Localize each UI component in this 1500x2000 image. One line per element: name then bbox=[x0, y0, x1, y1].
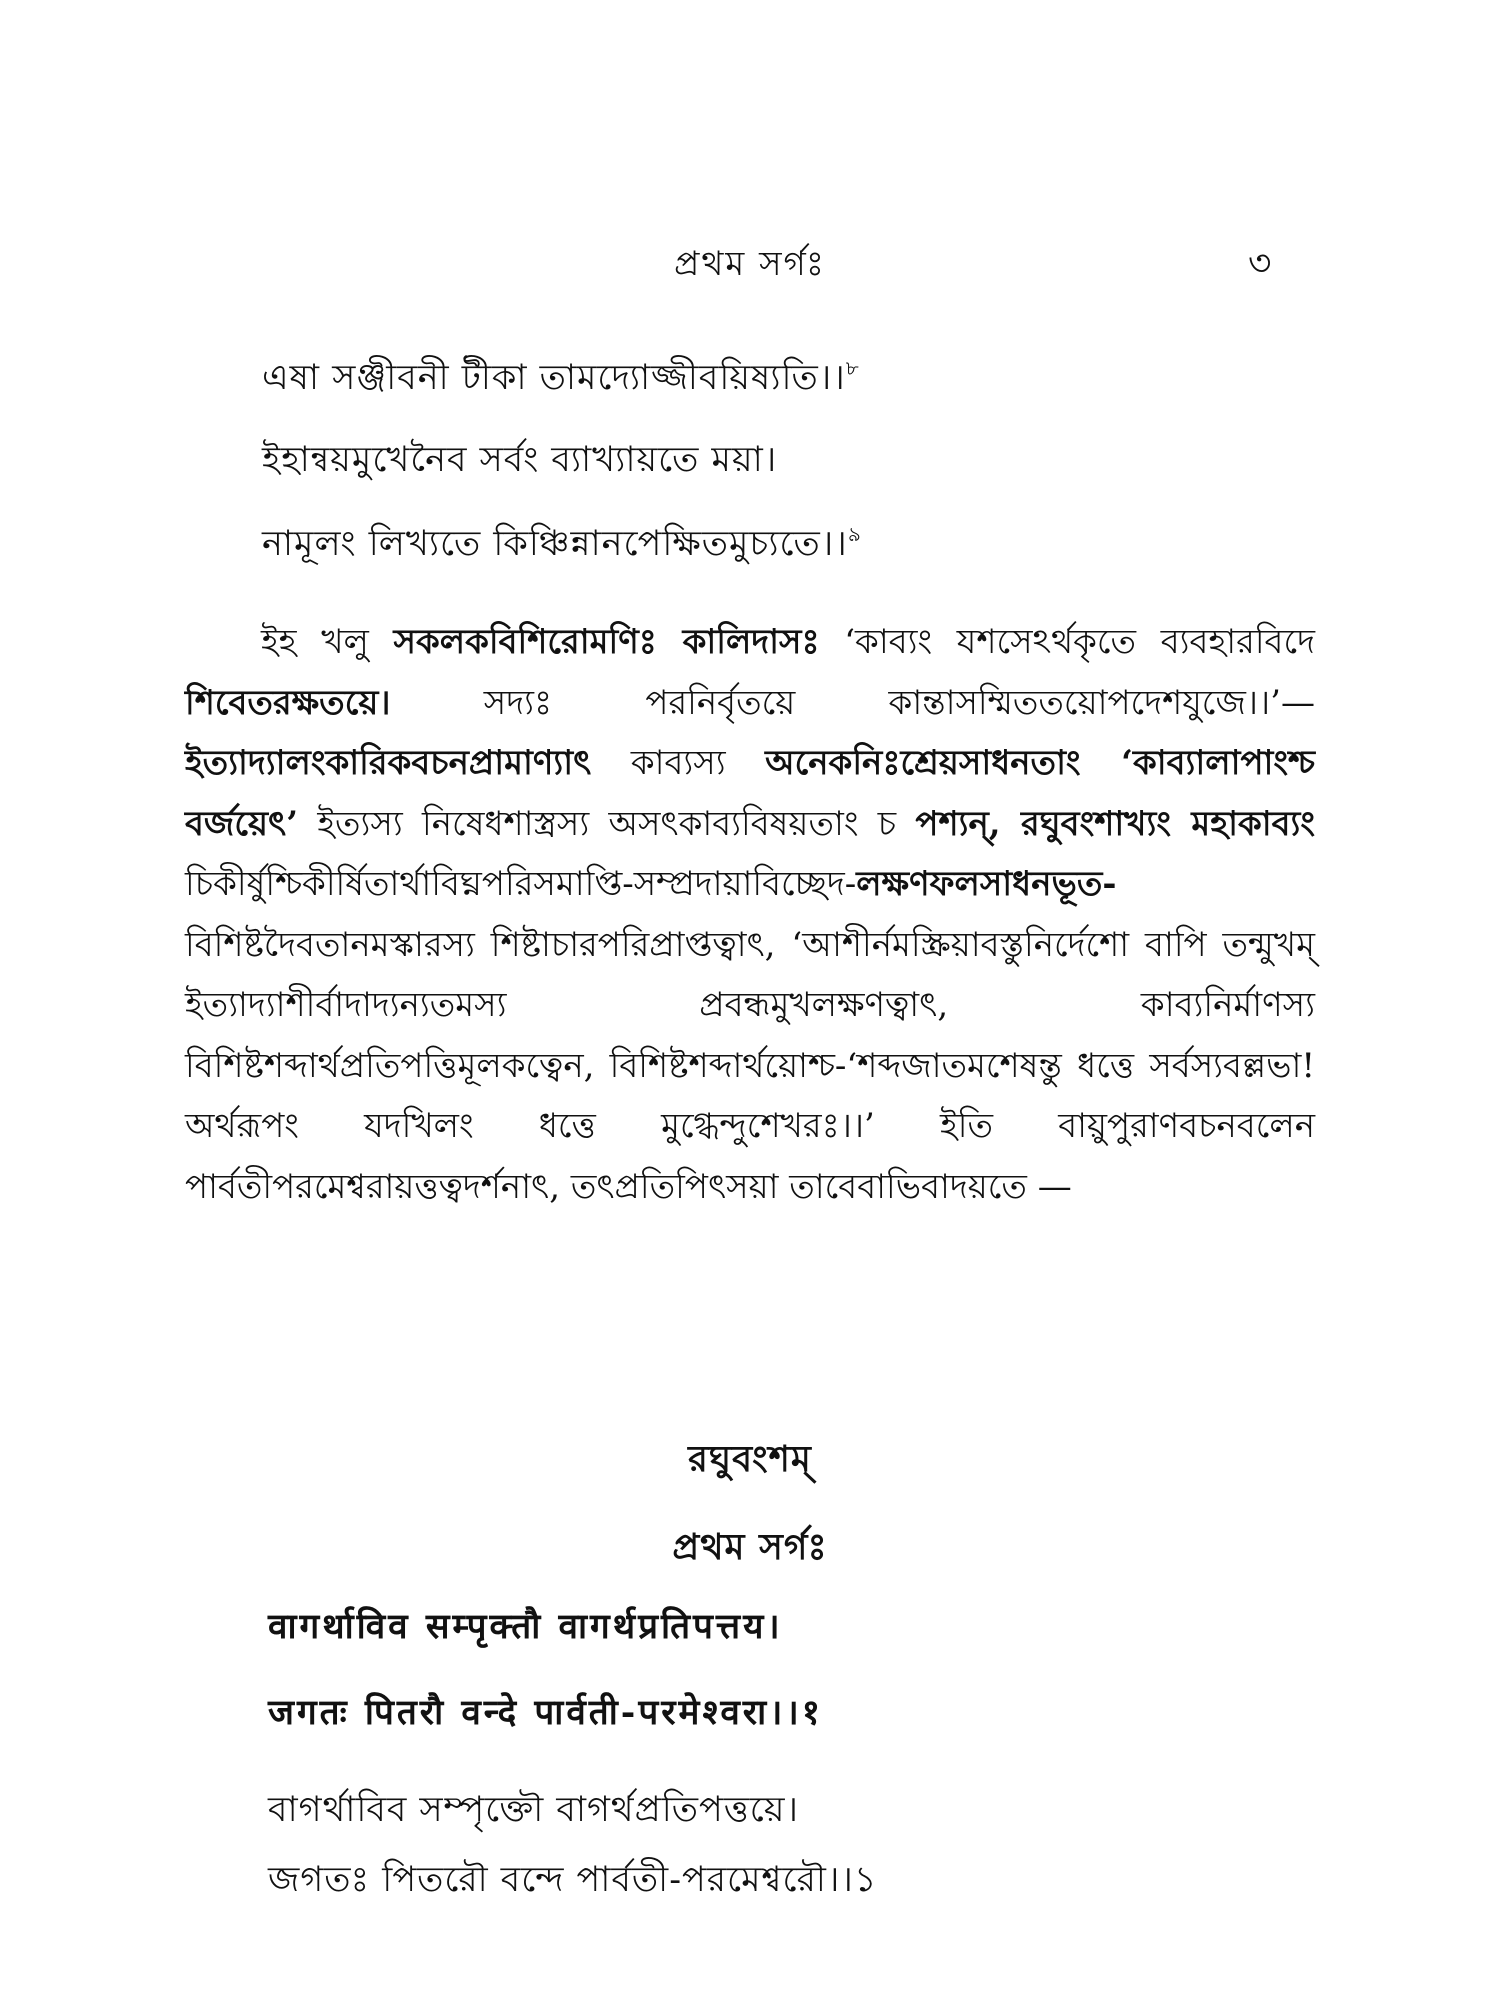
intro-verse-line bbox=[262, 350, 860, 409]
canto-title: প্রথম সর্গঃ bbox=[672, 1526, 828, 1568]
commentary-emphasis: ইত্যাদ্যালংকারিকবচনপ্রামাণ্যাৎ bbox=[185, 743, 592, 783]
sloka-devanagari-line-1: वागर्थाविव सम्पृक्तौ वागर्थप्रतिपत्तय। bbox=[268, 1606, 783, 1647]
intro-verse-text: নামূলং লিখ্যতে কিঞ্চিন্নানপেক্ষিতমুচ্যতে।। bbox=[262, 524, 848, 564]
commentary-emphasis: শিবেতরক্ষতয়ে। bbox=[185, 682, 391, 723]
commentary-text: ‘কাব্যং যশসেঽর্থকৃতে ব্যবহারবিদে bbox=[819, 622, 1316, 662]
work-title: রঘুবংশম্‌ bbox=[688, 1438, 812, 1480]
intro-verse-line bbox=[262, 516, 862, 575]
footnote-marker: ৮ bbox=[845, 356, 860, 380]
footnote-marker: ৯ bbox=[847, 522, 862, 546]
commentary-text: সদ্যঃ পরনির্বৃতয়ে কান্তাসম্মিততয়োপদেশযুজে।।’— bbox=[390, 682, 1315, 723]
commentary-paragraph bbox=[185, 612, 1315, 1217]
commentary-text: চিকীর্ষুশ্চিকীর্ষিতার্থাবিঘ্নপরিসমাপ্তি-সম্প্রদায়াবিচ্ছেদ- bbox=[185, 864, 857, 904]
commentary-text: ইত্যস্য নিষেধশাস্ত্রস্য অসৎকাব্যবিষয়তাং চ bbox=[298, 803, 916, 844]
intro-verse-text: এষা সঞ্জীবনী টীকা তামদ্যোজ্জীবয়িষ্যতি।। bbox=[262, 358, 846, 398]
commentary-text: বিশিষ্টদৈবতানমস্কারস্য শিষ্টাচারপরিপ্রাপ্তত্বাৎ, ‘আশীর্নমস্ক্রিয়াবস্তুনির্দেশো বাপি তন্মুখম্‌ ইত্যাদ্যাশীর্বাদাদ্যন্যতমস্য প্রবন্ধমুখলক্ষণত্বাৎ, কাব্যনির্মাণস্য বিশিষ্টশব্দার্থপ্রতিপত্তিমূলকত্বেন, বিশিষ্টশব্দার্থয়োশ্চ-‘শব্দজাতমশেষন্তু ধত্তে সর্বস্যবল্লভা! অর্থরূপং যদখিলং ধত্তে মুগ্ধেন্দুশেখরঃ।।’ ইতি বায়ুপুরাণবচনবলেন পার্বতীপরমেশ্বরায়ত্তত্বদর্শনাৎ, তৎপ্রতিপিৎসয়া তাবেবাভিবাদয়তে — bbox=[185, 924, 1315, 1207]
commentary-emphasis: সকলকবিশিরোমণিঃ কালিদাসঃ bbox=[393, 622, 820, 662]
intro-verse-text: ইহান্বয়মুখেনৈব সর্বং ব্যাখ্যায়তে ময়া। bbox=[262, 440, 778, 480]
commentary-emphasis: পশ্যন্‌, রঘুবংশাখ্যং মহাকাব্যং bbox=[915, 803, 1316, 844]
sloka-devanagari-line-2: जगतः पितरौ वन्दे पार्वती-परमेश्वरा।।१ bbox=[268, 1692, 823, 1733]
commentary-text: ইহ খলু bbox=[261, 622, 394, 662]
commentary-text: কাব্যস্য bbox=[591, 743, 766, 783]
intro-verse-line bbox=[262, 432, 777, 491]
commentary-emphasis: লক্ষণফলসাধনভূত- bbox=[856, 864, 1117, 904]
sloka-bengali-line-2: জগতঃ পিতরৌ বন্দে পার্বতী-পরমেশ্বরৌ।।১ bbox=[268, 1860, 878, 1900]
page-number: ৩ bbox=[1248, 243, 1272, 284]
running-title: প্রথম সর্গঃ bbox=[674, 244, 826, 284]
commentary-emphasis: অনেকনিঃশ্রেয়সাধনতাং ‘কাব্যালাপাংশ্চ বর্জয়েৎ’ bbox=[185, 743, 1315, 844]
sloka-bengali-line-1: বাগর্থাবিব সম্পৃক্তৌ বাগর্থপ্রতিপত্তয়ে। bbox=[268, 1790, 799, 1830]
